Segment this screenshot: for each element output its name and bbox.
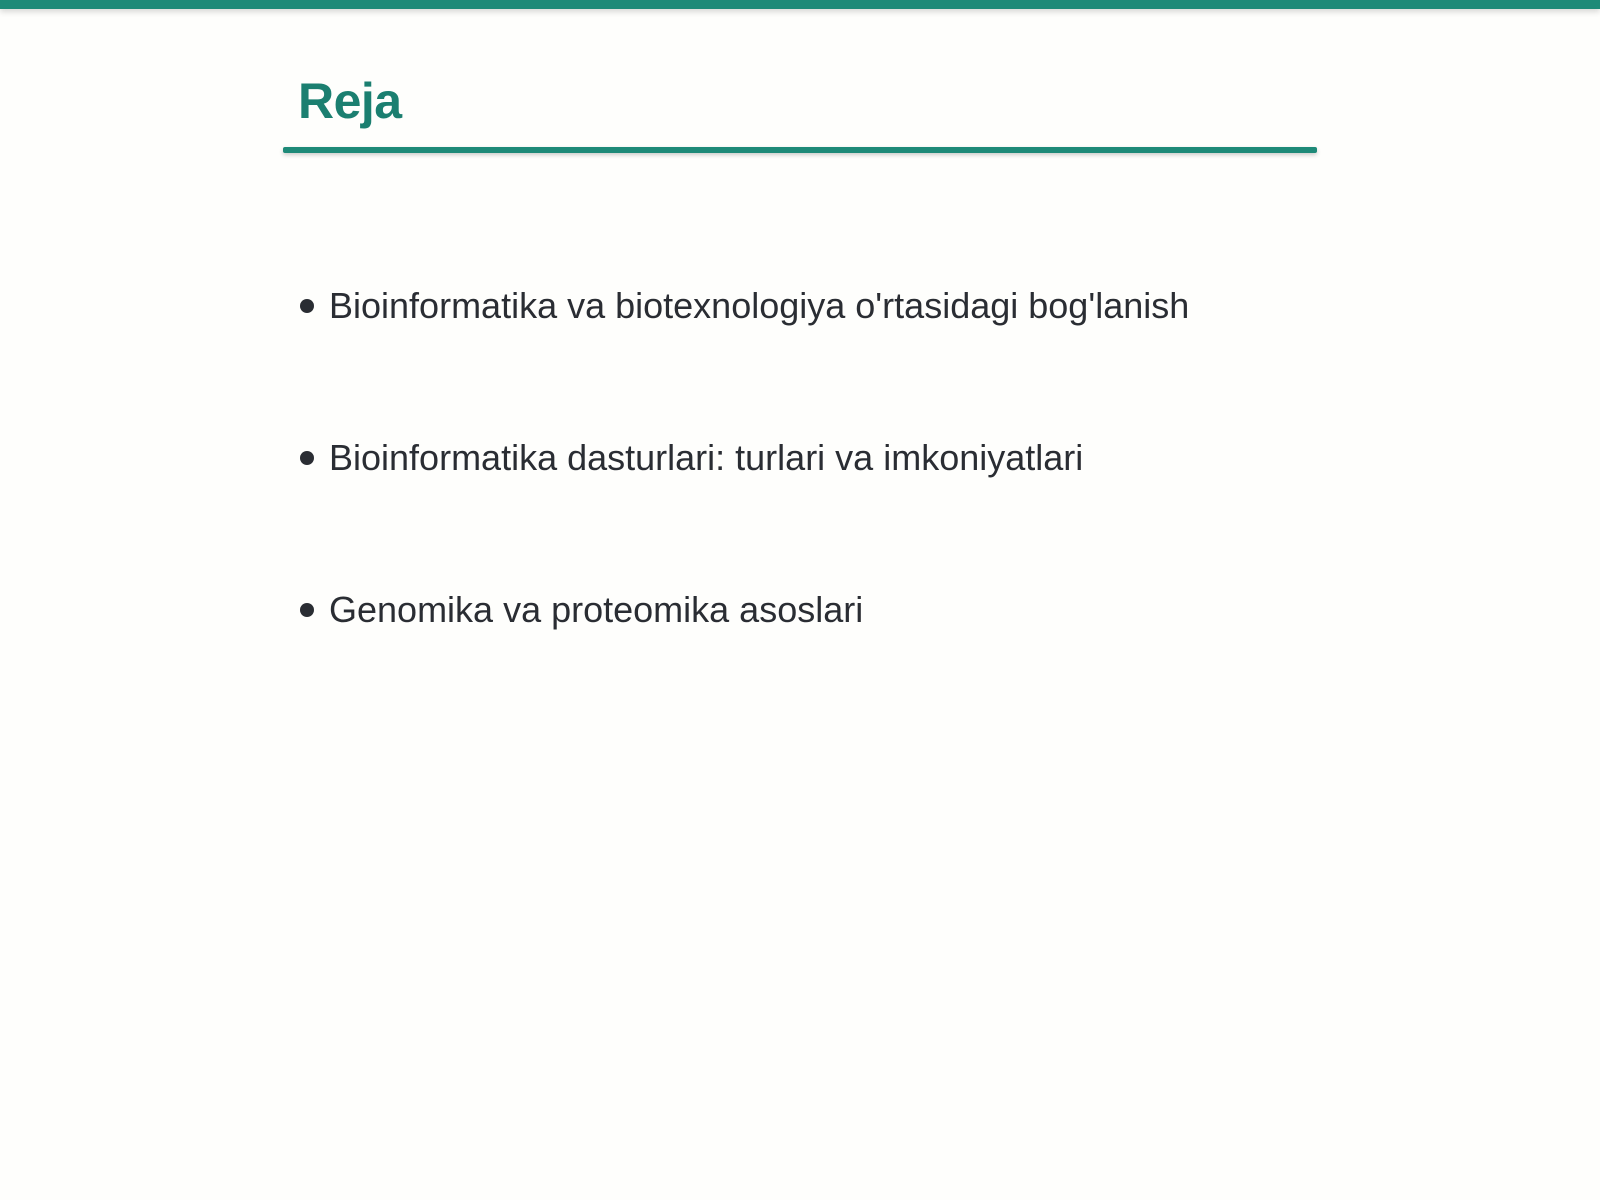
bullet-item [300,280,1189,332]
bullet-dot-icon [300,451,314,465]
slide-title: Reja [298,73,402,129]
bullet-text: Bioinformatika va biotexnologiya o'rtasidagi bog'lanish [329,285,1190,326]
bullet-list [300,280,1189,736]
bullet-text: Bioinformatika dasturlari: turlari va imkoniyatlari [329,437,1084,478]
title-underline [283,147,1317,153]
bullet-dot-icon [300,603,314,617]
bullet-text: Genomika va proteomika asoslari [329,589,864,630]
bullet-dot-icon [300,299,314,313]
bullet-item [300,584,1189,636]
bullet-item [300,432,1189,484]
